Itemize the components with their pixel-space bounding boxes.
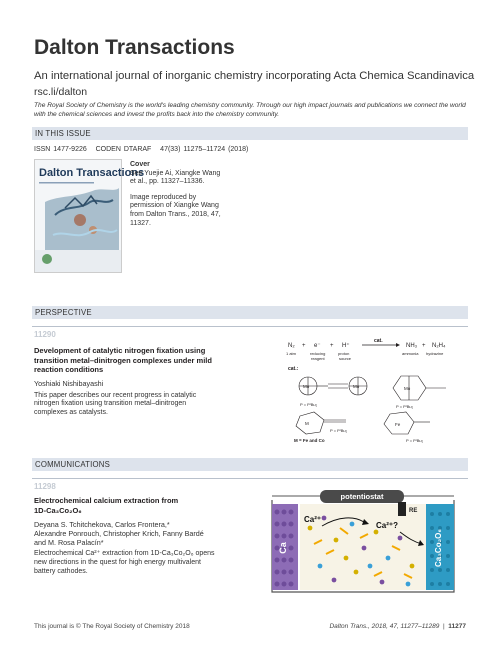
article-title-2[interactable]: transition metal–dinitrogen complexes under mild (34, 355, 212, 365)
nitrogen-fixation-scheme (286, 336, 462, 444)
scheme-n2: N₂ (288, 343, 295, 349)
ca-ion-label: Ca²⁺ (304, 515, 322, 524)
volume-pages: 47(33) 11275–11724 (2018) (160, 146, 249, 153)
article-title-2[interactable]: 1D-Ca₃Co₂O₆ (34, 505, 82, 515)
section-header-perspective: PERSPECTIVE (32, 306, 468, 319)
reference-electrode (398, 502, 406, 516)
article-page-number: 11290 (34, 330, 56, 339)
article-title-1[interactable]: Development of catalytic nitrogen fixation using (34, 346, 206, 355)
footer-journal-ref: Dalton Trans., 2018, 47, 11277–11289 (329, 623, 440, 630)
divider (32, 326, 468, 327)
article-title-1[interactable]: Electrochemical calcium extraction from (34, 496, 179, 505)
scheme-plus: + (422, 343, 426, 349)
issue-info (34, 146, 248, 153)
footer-copyright: This journal is © The Royal Society of Chemistry 2018 (34, 623, 190, 630)
fe-complex (384, 412, 430, 434)
mo-label: Mo (404, 386, 411, 391)
article-desc-3: complexes as catalysts. (34, 409, 108, 417)
journal-subtitle: An international journal of inorganic chemistry incorporating Acta Chemica Scandinavica (34, 70, 475, 82)
scheme-nh3: NH₃ (406, 343, 418, 349)
scheme-n2h4: N₂H₄ (432, 343, 446, 349)
journal-url[interactable]: rsc.li/dalton (34, 86, 88, 98)
cover-caption (130, 161, 250, 228)
cover-authors-2: et al., pp. 11327–11336. (130, 178, 205, 186)
coden: CODEN DTARAF (95, 146, 152, 153)
scheme-reagent: reagent (311, 356, 325, 361)
scheme-electron: e⁻ (314, 343, 321, 349)
cover-credit-2: permission of Xiangke Wang (130, 202, 219, 210)
re-label: RE (409, 508, 418, 514)
article-authors-1: Deyana S. Tchitchekova, Carlos Frontera,* (34, 520, 170, 529)
scheme-plus: + (330, 343, 334, 349)
scheme-proton: H⁺ (342, 343, 350, 349)
cover-authors-1: See Yuejie Ai, Xiangke Wang (130, 169, 221, 177)
scheme-proton-label: proton (338, 351, 350, 356)
article-authors-3: and M. Rosa Palacín* (34, 538, 104, 547)
scheme-cat: cat. (374, 338, 383, 344)
scheme-atm: 1 atm (286, 351, 297, 356)
p-def-1: P = PᵗBu₂ (300, 402, 318, 407)
cover-title-text: Dalton Transactions (39, 167, 145, 179)
section-header-in-this-issue: IN THIS ISSUE (32, 127, 468, 140)
rsc-logo-icon (42, 254, 52, 264)
cover-credit-4: 11327. (130, 219, 151, 227)
article-desc-1: Electrochemical Ca²⁺ extraction from 1D-Ca₃Co₂O₆ opens (34, 550, 215, 557)
scheme-ammonia: ammonia (402, 351, 419, 356)
mo-label: Mo (303, 384, 310, 389)
calcium-extraction-figure (264, 488, 462, 596)
ca-label: Ca (278, 542, 288, 554)
mo-label: Mo (353, 384, 360, 389)
article-desc-2: nitrogen fixation using transition metal–dinitrogen (34, 400, 187, 408)
scheme-source: source (339, 356, 352, 361)
divider (32, 478, 468, 479)
p-def-3: P = PᵗBu₂ (330, 428, 348, 433)
cover-credit-3: from Dalton Trans., 2018, 47, (130, 210, 221, 218)
footer-citation (329, 623, 466, 630)
article-desc-2: new directions in the quest for high energy multivalent (34, 558, 201, 566)
scheme-cat-label: cat.: (288, 366, 299, 372)
m-label: M (305, 421, 309, 426)
footer-separator: | (441, 623, 447, 630)
potentiostat-label: potentiostat (340, 492, 384, 501)
scheme-hydrazine: hydrazine (426, 351, 444, 356)
p-def-4: P = PᵗBu₂ (406, 438, 424, 443)
mo-complex-3 (393, 376, 446, 400)
article-title-3[interactable]: reaction conditions (34, 365, 104, 374)
article-page-number: 11298 (34, 482, 56, 491)
communication-article[interactable] (34, 496, 264, 576)
issn: ISSN 1477-9226 (34, 146, 87, 153)
section-header-communications: COMMUNICATIONS (32, 458, 468, 471)
article-authors-2: Alexandre Ponrouch, Christopher Krich, Fanny Bardé (34, 529, 204, 538)
article-desc-1: This paper describes our recent progress in catalytic (34, 391, 197, 399)
article-authors: Yoshiaki Nishibayashi (34, 378, 104, 388)
scheme-plus: + (302, 343, 306, 349)
ca-ion-question-label: Ca²⁺? (376, 521, 398, 530)
p-def-2: P = PᵗBu₂ (396, 404, 414, 409)
article-desc-3: battery cathodes. (34, 567, 88, 575)
fe-label: Fe (395, 422, 401, 427)
rsc-blurb: The Royal Society of Chemistry is the world's leading chemistry community. Through our high impact journals and publications we connect the world with the chemical sciences and invest the profits back into the chemistry community. (34, 102, 466, 118)
cathode-label: Ca₃Co₂O₆ (434, 529, 443, 567)
cover-label: Cover (130, 161, 150, 168)
footer-page-number: 11277 (448, 623, 466, 630)
perspective-article[interactable] (34, 346, 284, 418)
journal-title: Dalton Transactions (34, 36, 235, 59)
cover-credit-1: Image reproduced by (130, 193, 197, 201)
m-def: M = Fe and Co (294, 438, 325, 443)
scheme-reducing: reducing (310, 351, 326, 356)
